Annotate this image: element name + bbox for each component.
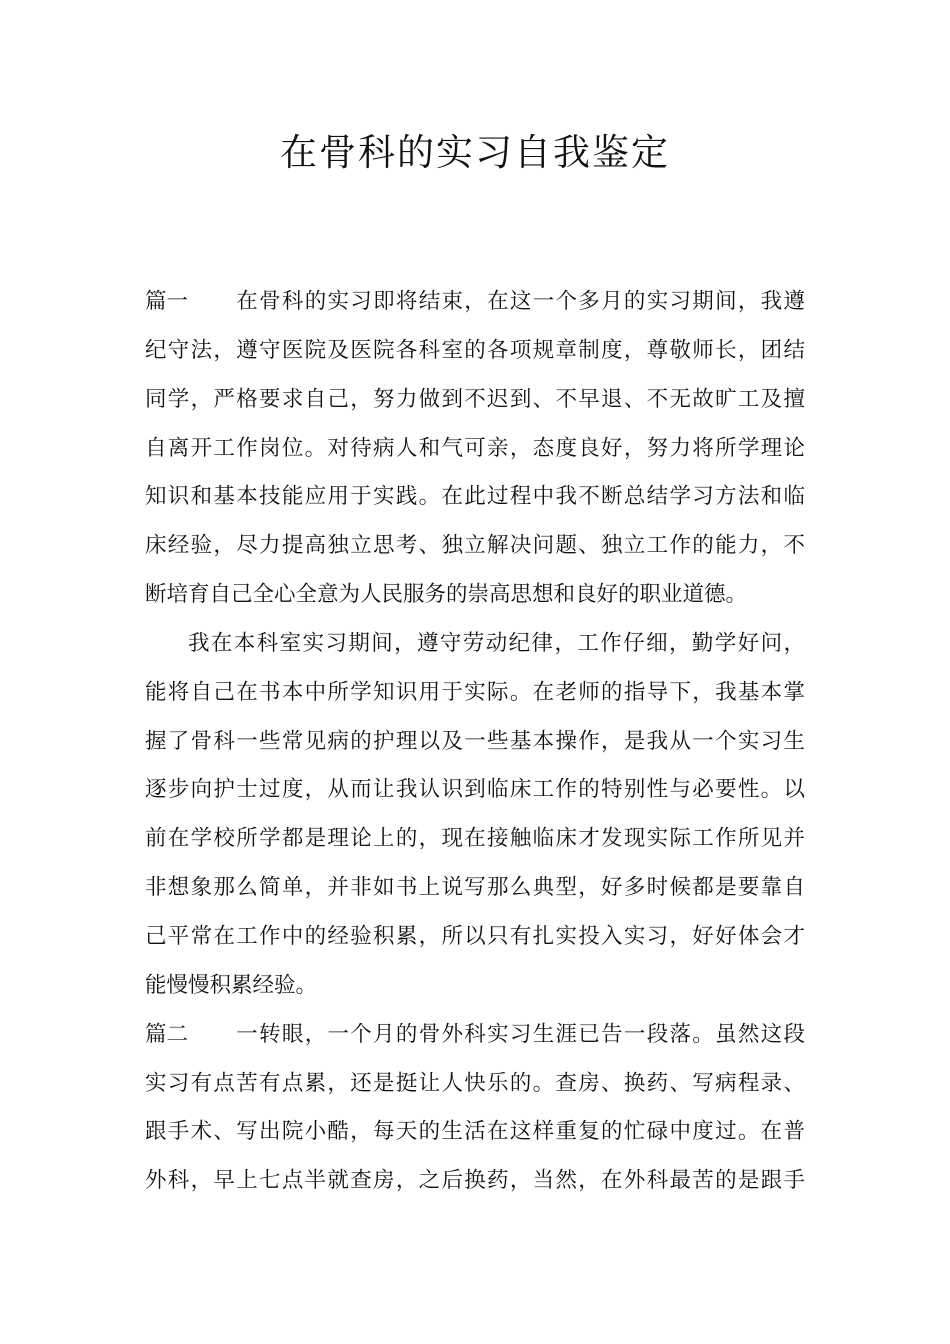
text-line: 纪守法，遵守医院及医院各科室的各项规章制度，尊敬师长，团结 [145, 337, 805, 363]
text-line: 能慢慢积累经验。 [145, 972, 318, 998]
text-line: 实习有点苦有点累，还是挺让人快乐的。查房、换药、写病程录、 [145, 1070, 805, 1096]
text-line: 非想象那么简单，并非如书上说写那么典型，好多时候都是要靠自 [145, 875, 805, 901]
text-line: 握了骨科一些常见病的护理以及一些基本操作，是我从一个实习生 [145, 728, 805, 754]
text-line: 同学，严格要求自己，努力做到不迟到、不早退、不无故旷工及擅 [145, 386, 805, 412]
text-line [145, 1011, 805, 1060]
line-text: 一转眼，一个月的骨外科实习生涯已告一段落。虽然这段 [235, 1021, 805, 1047]
document-title: 在骨科的实习自我鉴定 [280, 131, 670, 174]
text-line: 断培育自己全心全意为人民服务的崇高思想和良好的职业道德。 [145, 582, 748, 608]
text-line: 跟手术、写出院小酷，每天的生活在这样重复的忙碌中度过。在普 [145, 1119, 805, 1145]
line-text: 在骨科的实习即将结束，在这一个多月的实习期间，我遵 [235, 289, 805, 314]
text-line: 自离开工作岗位。对待病人和气可亲，态度良好，努力将所学理论 [145, 435, 805, 461]
text-line: 能将自己在书本中所学知识用于实际。在老师的指导下，我基本掌 [145, 679, 805, 705]
text-line: 知识和基本技能应用于实践。在此过程中我不断总结学习方法和临 [145, 484, 805, 510]
text-line [145, 278, 805, 327]
document-body [145, 278, 805, 1206]
text-line: 前在学校所学都是理论上的，现在接触临床才发现实际工作所见并 [145, 826, 805, 852]
section-label: 篇二 [145, 1021, 189, 1047]
text-line: 逐步向护士过度，从而让我认识到临床工作的特别性与必要性。以 [145, 777, 805, 803]
text-line: 己平常在工作中的经验积累，所以只有扎实投入实习，好好体会才 [145, 923, 805, 949]
text-line: 床经验，尽力提高独立思考、独立解决问题、独立工作的能力，不 [145, 533, 805, 559]
text-line: 我在本科室实习期间，遵守劳动纪律，工作仔细，勤学好问， [188, 630, 805, 656]
section-label: 篇一 [145, 289, 189, 314]
text-line: 外科，早上七点半就查房，之后换药，当然，在外科最苦的是跟手 [145, 1168, 805, 1194]
